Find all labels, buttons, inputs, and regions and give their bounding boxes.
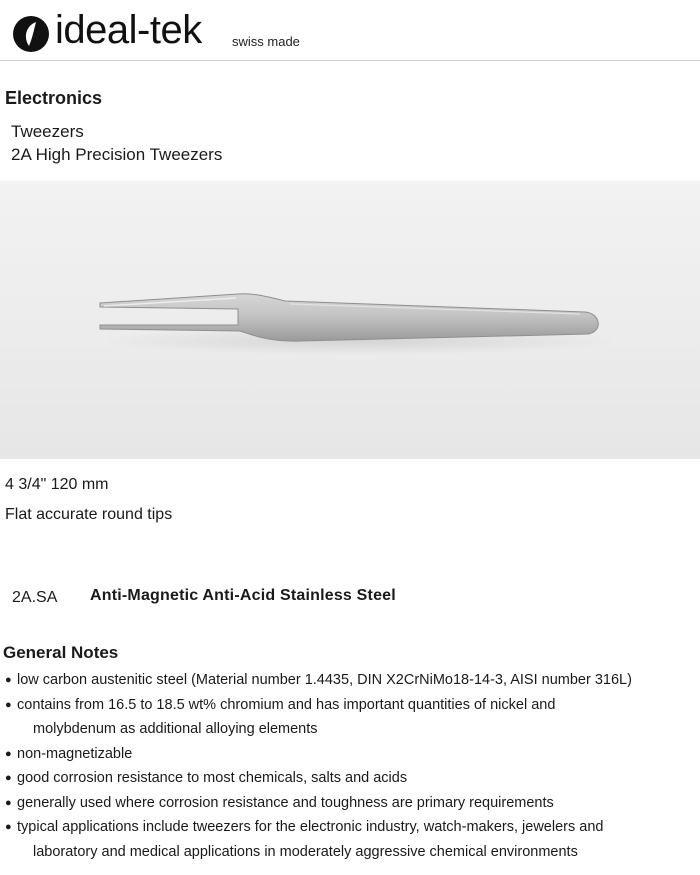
bullet-icon: ● bbox=[5, 796, 12, 809]
tweezers-image bbox=[0, 181, 700, 459]
site-header bbox=[0, 0, 700, 61]
material-code[interactable]: 2A.SA bbox=[12, 589, 58, 606]
list-item: ● typical applications include tweezers for the electronic industry, watch-makers, jewelers and laboratory and medical applications in moderately aggressive chemical environments bbox=[0, 815, 700, 864]
logo-icon[interactable] bbox=[12, 15, 50, 53]
breadcrumb-product[interactable]: 2A High Precision Tweezers bbox=[11, 145, 223, 164]
bullet-icon: ● bbox=[5, 747, 12, 760]
bullet-icon: ● bbox=[5, 772, 12, 784]
product-size: 4 3/4" 120 mm bbox=[5, 476, 109, 493]
bullet-icon: ● bbox=[5, 698, 12, 711]
bullet-icon: ● bbox=[5, 674, 12, 686]
notes-list bbox=[0, 668, 700, 864]
list-item: ● low carbon austenitic steel (Material number 1.4435, DIN X2CrNiMo18-14-3, AISI number 316L) bbox=[0, 668, 700, 693]
product-photo bbox=[0, 181, 700, 459]
brand-tagline: swiss made bbox=[232, 34, 300, 49]
list-item: ● good corrosion resistance to most chemicals, salts and acids bbox=[0, 766, 700, 791]
breadcrumb-tweezers[interactable]: Tweezers bbox=[11, 122, 84, 141]
list-item: ● non-magnetizable bbox=[0, 742, 700, 767]
product-tips: Flat accurate round tips bbox=[5, 506, 173, 523]
notes-title: General Notes bbox=[3, 643, 119, 662]
brand-name[interactable]: ideal-tek bbox=[55, 8, 202, 52]
list-item: ● contains from 16.5 to 18.5 wt% chromium and has important quantities of nickel and molybdenum as additional alloying elements bbox=[0, 693, 700, 742]
bullet-icon: ● bbox=[5, 821, 12, 833]
category-heading: Electronics bbox=[5, 88, 103, 108]
list-item: ● generally used where corrosion resistance and toughness are primary requirements bbox=[0, 791, 700, 816]
material-name: Anti-Magnetic Anti-Acid Stainless Steel bbox=[90, 587, 396, 604]
